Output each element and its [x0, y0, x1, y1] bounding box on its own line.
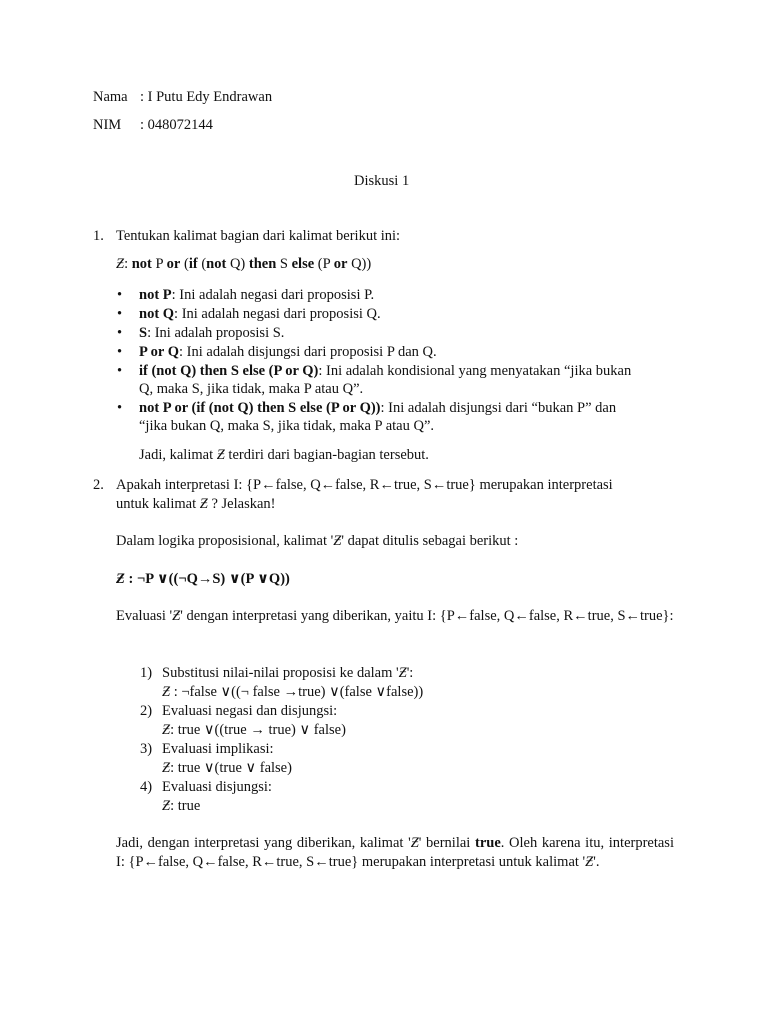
q2-question-line1: Apakah interpretasi I: {P←false, Q←false, R←true, S←true} merupakan interpretasi — [116, 477, 613, 493]
list-item-continuation: “jika bukan Q, maka S, jika tidak, maka P atau Q”. — [139, 418, 435, 434]
bullet-dot: • — [117, 400, 123, 416]
step-number: 3) — [140, 741, 153, 757]
list-item: if (not Q) then S else (P or Q): Ini adalah kondisional yang menyatakan “jika bukan — [139, 363, 632, 379]
formula-symbol: Ƶ — [116, 256, 125, 272]
step-number: 2) — [140, 703, 153, 719]
q1-number: 1. — [93, 228, 104, 244]
list-item-continuation: Q, maka S, jika tidak, maka P atau Q”. — [139, 381, 364, 397]
q2-question-line2: untuk kalimat Ƶ ? Jelaskan! — [116, 496, 276, 512]
list-item: S: Ini adalah proposisi S. — [139, 325, 285, 341]
page-title: Diskusi 1 — [354, 173, 410, 189]
list-item: not Q: Ini adalah negasi dari proposisi Q. — [139, 306, 381, 322]
q2-conclusion: Jadi, dengan interpretasi yang diberikan, kalimat 'Ƶ' bernilai true. Oleh karena itu, interpretasi I: {P←false, Q←false, R←true, S←true} merupakan interpretasi untuk kalimat 'Ƶ'. — [116, 835, 674, 870]
name-label: Nama — [93, 89, 128, 105]
q2-formula: Ƶ : ¬P ∨((¬Q→S) ∨(P ∨Q)) — [116, 571, 290, 587]
bullet-dot: • — [117, 325, 123, 341]
nim-value: : 048072144 — [140, 117, 213, 133]
nim-row — [93, 116, 213, 135]
step-expression: Ƶ: true — [162, 798, 201, 814]
step-number: 4) — [140, 779, 153, 795]
q2-evaluation-intro: Evaluasi 'Ƶ' dengan interpretasi yang diberikan, yaitu I: {P←false, Q←false, R←true, S←true}: — [116, 608, 674, 624]
q2-number: 2. — [93, 477, 104, 493]
step-title: Substitusi nilai-nilai proposisi ke dalam 'Ƶ': — [162, 665, 414, 681]
bullet-dot: • — [117, 306, 123, 322]
q2-intro: Dalam logika proposisional, kalimat 'Ƶ' dapat ditulis sebagai berikut : — [116, 533, 519, 549]
nim-label: NIM — [93, 117, 122, 133]
bullet-dot: • — [117, 363, 123, 379]
name-row — [93, 88, 272, 107]
step-title: Evaluasi disjungsi: — [162, 779, 272, 795]
name-value: : I Putu Edy Endrawan — [140, 89, 273, 105]
list-item: P or Q: Ini adalah disjungsi dari proposisi P dan Q. — [139, 344, 437, 360]
step-expression: Ƶ : ¬false ∨((¬ false →true) ∨(false ∨false)) — [162, 684, 424, 700]
step-title: Evaluasi implikasi: — [162, 741, 274, 757]
list-item: not P or (if (not Q) then S else (P or Q)): Ini adalah disjungsi dari “bukan P” dan — [139, 400, 617, 416]
step-expression: Ƶ: true ∨(true ∨ false) — [162, 760, 292, 776]
bullet-dot: • — [117, 344, 123, 360]
q1-question: Tentukan kalimat bagian dari kalimat berikut ini: — [116, 228, 401, 244]
list-item: not P: Ini adalah negasi dari proposisi P. — [139, 287, 375, 303]
q1-formula: Ƶ: not P or (if (not Q) then S else (P or Q)) — [116, 256, 372, 272]
step-expression: Ƶ: true ∨((true → true) ∨ false) — [162, 722, 346, 738]
q1-conclusion: Jadi, kalimat Ƶ terdiri dari bagian-bagian tersebut. — [139, 447, 429, 463]
bullet-dot: • — [117, 287, 123, 303]
step-number: 1) — [140, 665, 153, 681]
step-title: Evaluasi negasi dan disjungsi: — [162, 703, 338, 719]
